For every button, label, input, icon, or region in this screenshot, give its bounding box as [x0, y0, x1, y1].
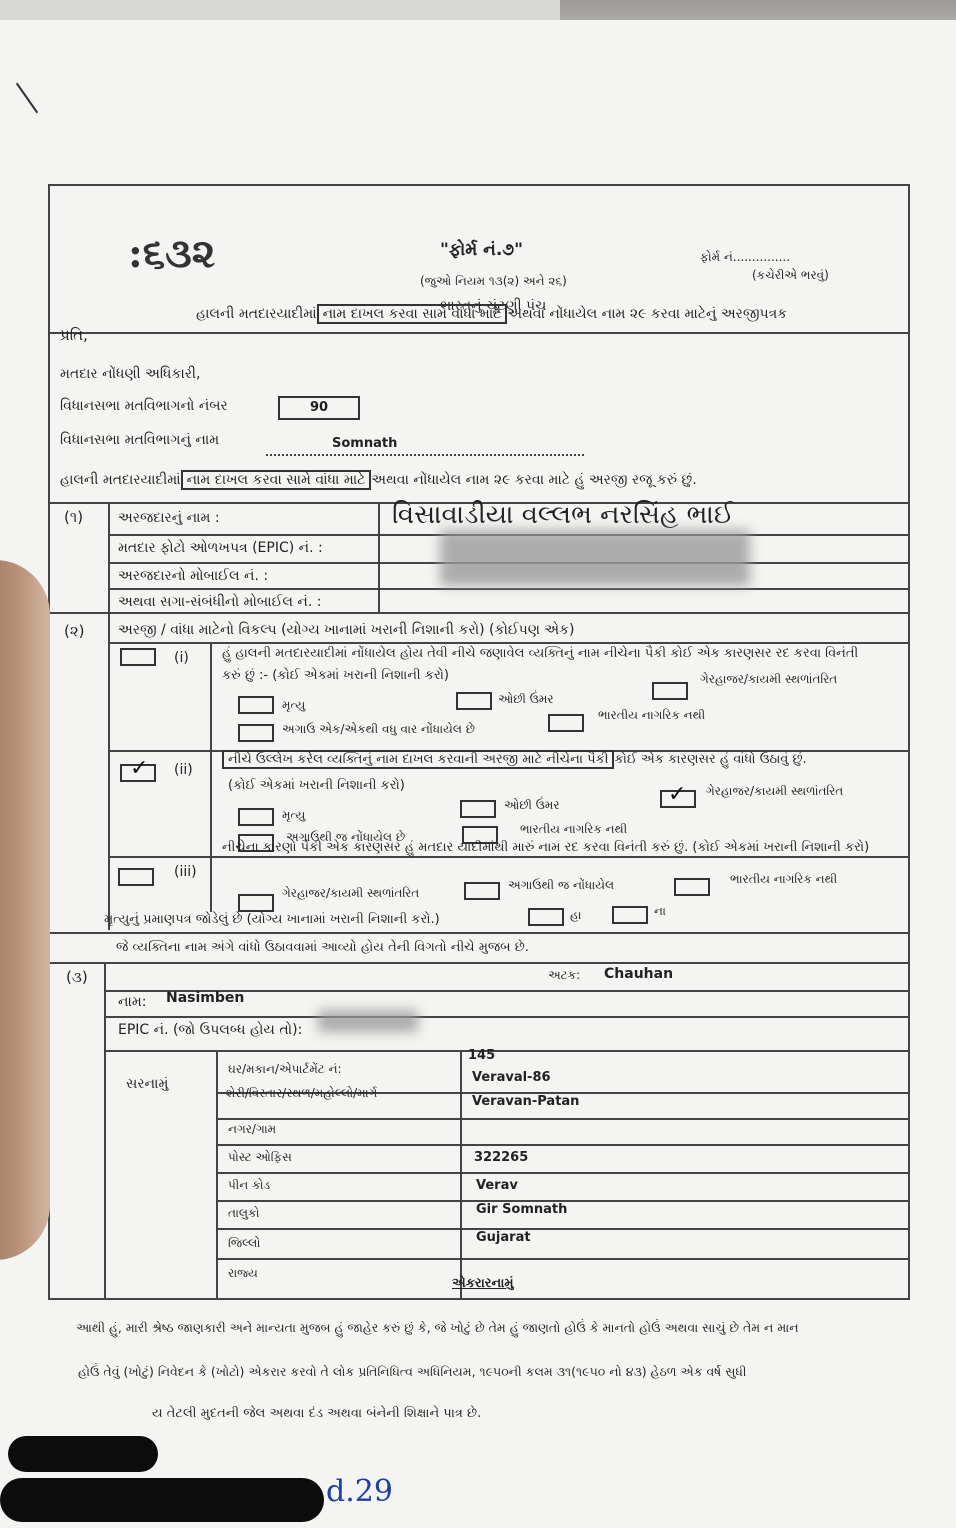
option-i-text: હું હાલની મતદારયાદીમાં નોંધાયેલ હોય તેવી નીચે જણાવેલ વ્યક્તિનું નામ નીચેના પૈકી કોઈ એક કારણસર રદ કરવા વિનંતી — [222, 646, 859, 661]
address-row-value: Verav — [476, 1178, 518, 1193]
option-iii-not-citizen-label: ભારતીય નાગરિક નથી — [730, 872, 838, 886]
thumb — [0, 560, 50, 1260]
option-ii-text: નીચે ઉલ્લેખ કરેલ વ્યક્તિનું નામ દાખલ કરવાની અરજી માટે નીચેના પૈકી કોઈ એક કારણસર હું વાંધો ઉઠાવું છું. — [222, 752, 807, 767]
divider — [104, 1016, 910, 1018]
option-iii-not-citizen-checkbox[interactable] — [674, 878, 710, 896]
divider — [108, 612, 110, 930]
section-2-number: (૨) — [64, 622, 85, 640]
divider — [104, 962, 106, 1300]
divider — [48, 932, 910, 934]
divider — [216, 1144, 910, 1146]
divider — [378, 502, 380, 612]
relative-mobile-label: અથવા સગા-સંબંધીનો મોબાઈલ નં. : — [118, 594, 322, 610]
divider — [216, 1050, 218, 1300]
option-i-absent-label: ગેરહાજર/કાયમી સ્થળાંતરિત — [700, 672, 838, 686]
option-iii-absent-label: ગેરહાજર/કાયમી સ્થળાંતરિત — [282, 886, 420, 900]
applicant-name-label: અરજદારનું નામ : — [118, 510, 220, 526]
section-1-number: (૧) — [64, 508, 84, 526]
declaration-line-1: આથી હું, મારી શ્રેષ્ઠ જાણકારી અને માન્યતા મુજબ હું જાહેર કરું છું કે, જે ખોટું છે તેમ હું જાણતો હોઉં કે માનતો હોઉં અથવા સાચું છે તેમ ન માન — [76, 1320, 799, 1335]
address-row-label: પોસ્ટ ઓફિસ — [228, 1150, 292, 1164]
option-i-not-citizen-checkbox[interactable] — [548, 714, 584, 732]
address-row-label: પીન કોડ — [228, 1178, 271, 1192]
death-cert-yes-checkbox[interactable] — [528, 908, 564, 926]
option-i-duplicate-label: અગાઉ એક/એકથી વધુ વાર નોંધાયેલ છે — [282, 722, 476, 736]
person-epic-label: EPIC નં. (જો ઉપલબ્ધ હોય તો): — [118, 1022, 303, 1038]
divider — [108, 856, 910, 858]
to-label: પ્રતિ, — [60, 326, 88, 344]
applicant-name-handwritten: વિસાવાડીયા વલ્લભ નરસિંહ ભાઈ — [392, 500, 734, 530]
death-cert-yes-label: હા — [570, 908, 582, 922]
address-row-value: Gujarat — [476, 1230, 531, 1245]
signature-date: d.29 — [326, 1474, 393, 1509]
divider — [108, 502, 110, 612]
address-row-value: Gir Somnath — [476, 1202, 568, 1217]
option-ii-not-citizen-label: ભારતીય નાગરિક નથી — [520, 822, 628, 836]
option-iii-number: (iii) — [174, 864, 197, 880]
divider — [104, 1050, 910, 1052]
option-ii-instruction: (કોઈ એકમાં ખરાની નિશાની કરો) — [228, 778, 405, 793]
option-i-not-citizen-label: ભારતીય નાગરિક નથી — [598, 708, 706, 722]
option-ii-absent-tick: ✓ — [668, 782, 687, 807]
option-i-death-checkbox[interactable] — [238, 696, 274, 714]
section-3-heading: જે વ્યક્તિના નામ અંગે વાંધો ઉઠાવવામાં આવ્યો હોય તેની વિગતો નીચે મુજબ છે. — [116, 940, 529, 955]
form-frame — [48, 184, 910, 1300]
address-row-value: Veraval-86 — [472, 1070, 551, 1085]
option-i-text-instruction: કરું છું :- (કોઈ એકમાં ખરાની નિશાની કરો) — [222, 668, 449, 683]
option-iii-duplicate-checkbox[interactable] — [464, 882, 500, 900]
dotted-line — [266, 454, 584, 456]
constituency-number-label: વિધાનસભા મતવિભાગનો નંબર — [60, 398, 228, 414]
section-2-heading: અરજી / વાંધા માટેનો વિકલ્પ (યોગ્ય ખાનામાં ખરાની નિશાની કરો) (કોઈપણ એક) — [118, 622, 575, 638]
declaration-title: એકરારનામું — [452, 1276, 514, 1291]
epic-label: મતદાર ફોટો ઓળખપત્ર (EPIC) નં. : — [118, 540, 323, 556]
divider — [210, 642, 212, 912]
declaration-line-2: હોઉં તેવું (ખોટું) નિવેદન કે (ખોટો) એકરાર કરવો તે લોક પ્રતિનિધિત્વ અધિનિયમ, ૧૯૫૦ની કલમ ૩૧(૧૯૫૦ નો ૪૩) હેઠળ એક વર્ષ સુધી — [78, 1364, 747, 1379]
option-iii-checkbox[interactable] — [118, 868, 154, 886]
option-ii-death-label: મૃત્યુ — [282, 808, 306, 822]
rule-reference: (જુઓ નિયમ ૧૩(૨) અને ૨૬) — [420, 274, 567, 288]
redacted-name — [8, 1436, 158, 1472]
request-line: હાલની મતદારયાદીમાં નામ દાખલ કરવા સામે વાંધા માટે અથવા નોંધાયેલ નામ ૨૯ કરવા માટે હું અરજી રજૂ કરું છું. — [60, 472, 697, 488]
address-row-value: 145 — [468, 1048, 496, 1063]
option-iii-text: નીચેના કારણો પૈકી એક કારણસર હું મતદાર યાદીમાંથી મારું નામ રદ કરવા વિનંતી કરું છું. (કોઈ એકમાં ખરાની નિશાની કરો) — [222, 840, 870, 855]
divider — [460, 1050, 462, 1300]
option-ii-underage-label: ઓછી ઉંમર — [504, 798, 560, 812]
address-row-value: 322265 — [474, 1150, 529, 1165]
divider — [216, 1172, 910, 1174]
option-iii-duplicate-label: અગાઉથી જ નોંધાયેલ — [508, 878, 615, 892]
option-i-checkbox[interactable] — [120, 648, 156, 666]
option-i-number: (i) — [174, 650, 189, 666]
option-ii-number: (ii) — [174, 762, 193, 778]
death-cert-no-checkbox[interactable] — [612, 906, 648, 924]
person-name-label: નામ: — [118, 994, 147, 1010]
divider — [216, 1118, 910, 1120]
death-cert-no-label: ના — [654, 904, 666, 918]
declaration-line-3: ય તેટલી મુદતની જેલ અથવા દંડ અથવા બંનેની શિક્ષાને પાત્ર છે. — [152, 1406, 482, 1421]
officer-label: મતદાર નોંધણી અધિકારી, — [60, 366, 201, 382]
option-ii-absent-label: ગેરહાજર/કાયમી સ્થળાંતરિત — [706, 784, 844, 798]
authority: ભારતનું ચૂંટણી પંચ — [440, 298, 547, 314]
option-ii-underage-checkbox[interactable] — [460, 800, 496, 818]
divider — [108, 642, 910, 644]
divider — [48, 962, 910, 964]
section-3-number: (૩) — [66, 968, 88, 986]
divider — [216, 1228, 910, 1230]
address-label: સરનામું — [126, 1076, 169, 1092]
surname-value: Chauhan — [604, 966, 674, 982]
option-i-absent-checkbox[interactable] — [652, 682, 688, 700]
redacted-epic — [318, 1010, 418, 1032]
option-ii-death-checkbox[interactable] — [238, 808, 274, 826]
address-row-label: રાજ્ય — [228, 1266, 258, 1280]
constituency-name-label: વિધાનસભા મતવિભાગનું નામ — [60, 432, 220, 448]
address-row-value: Veravan-Patan — [472, 1094, 580, 1109]
option-i-death-label: મૃત્યુ — [282, 698, 306, 712]
option-i-duplicate-checkbox[interactable] — [238, 724, 274, 742]
address-row-label: જિલ્લો — [228, 1236, 261, 1250]
address-row-label: ઘર/મકાન/એપાર્ટમેંટ નં: — [228, 1062, 342, 1076]
divider — [216, 1258, 910, 1260]
option-i-underage-label: ઓછી ઉંમર — [498, 692, 554, 706]
option-ii-duplicate-label: અગાઉથી જ નોંધાયેલ છે — [286, 830, 406, 844]
form-serial-number: :૬૩૨ — [128, 230, 216, 277]
divider — [108, 588, 910, 590]
office-use-note: (કચેરીએ ભરવું) — [752, 268, 829, 282]
mobile-label: અરજદારનો મોબાઈલ નં. : — [118, 568, 269, 584]
option-ii-tick: ✓ — [130, 756, 149, 781]
person-name-value: Nasimben — [166, 990, 245, 1006]
divider — [48, 332, 910, 334]
address-row-label: શેરી/વિસ્તાર/સ્થળ/મહોલ્લો/માર્ગ — [226, 1086, 378, 1100]
death-certificate-label: મૃત્યુનું પ્રમાણપત્ર જોડેલું છે (યોગ્ય ખાનામાં ખરાની નિશાની કરો.) — [104, 912, 440, 927]
form-number-field: ફોર્મ નં............... — [700, 250, 791, 264]
constituency-name-field[interactable]: Somnath — [332, 436, 398, 451]
redacted-epic-mobile — [440, 530, 750, 586]
address-row-label: નગર/ગામ — [228, 1122, 277, 1136]
option-i-underage-checkbox[interactable] — [456, 692, 492, 710]
form-title: "ફોર્મ નં.૭" — [440, 240, 523, 260]
divider — [48, 612, 910, 614]
redacted-signature — [0, 1478, 324, 1522]
address-row-label: તાલુકો — [228, 1206, 260, 1220]
option-iii-absent-checkbox[interactable] — [238, 894, 274, 912]
constituency-number-field[interactable]: 90 — [278, 396, 360, 420]
subject-line: હાલની મતદારયાદીમાં નામ દાખલ કરવા સામે વાંધા માટે અથવા નોંધાયેલ નામ ૨૯ કરવા માટેનું અરજીપત્રક — [196, 306, 788, 322]
surname-label: અટક: — [548, 968, 581, 982]
